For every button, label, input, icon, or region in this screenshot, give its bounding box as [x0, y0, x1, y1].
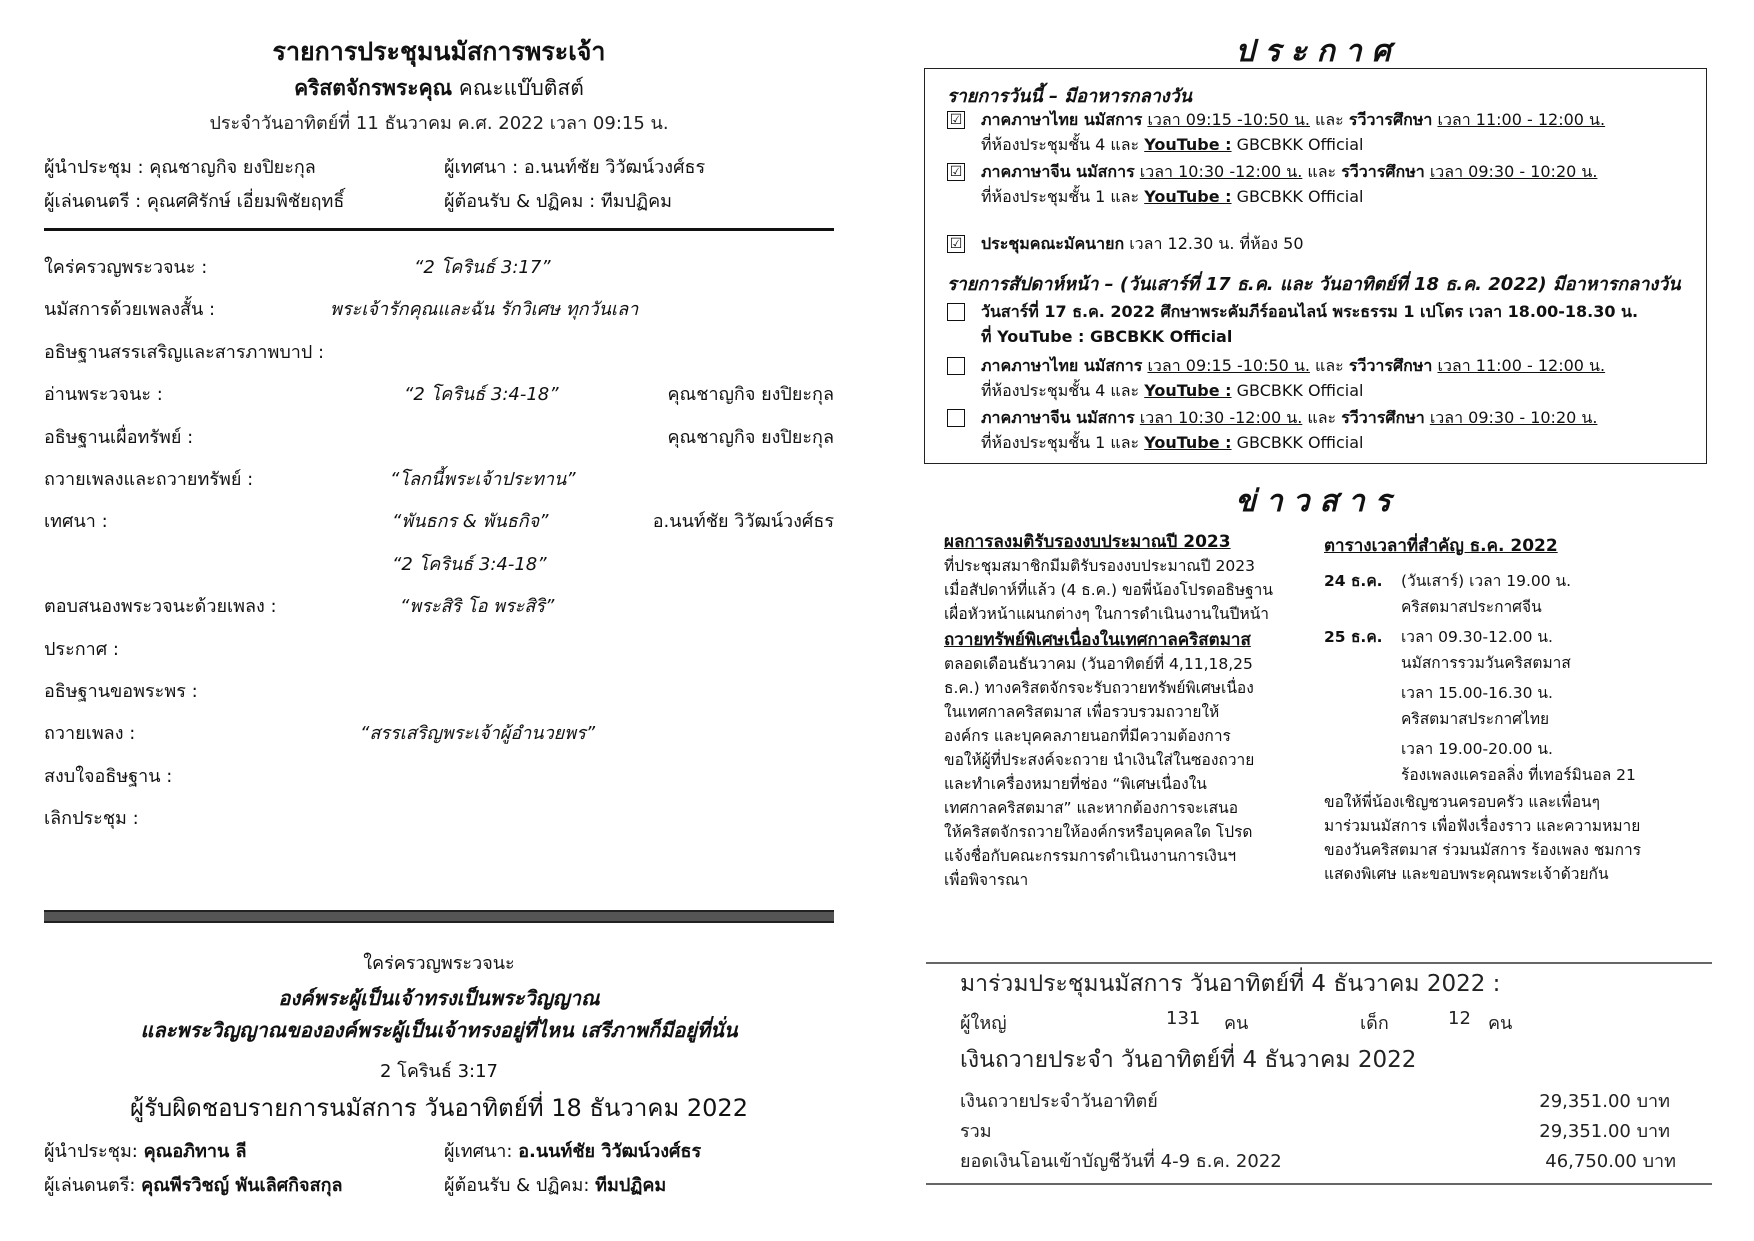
order-row: [44, 549, 834, 579]
deacon-meeting: [981, 231, 1701, 256]
order-row: [44, 803, 834, 833]
youtube-channel: GBCBKK Official: [1231, 135, 1364, 154]
thick-divider: [44, 910, 834, 923]
budget-heading: ผลการลงมติรับรองงบประมาณปี 2023: [944, 532, 1231, 552]
budget-line: ที่ประชุมสมาชิกมีมติรับรองงบประมาณปี 2023: [944, 557, 1256, 575]
next-preacher: [444, 1136, 701, 1165]
schedule-list: [1324, 568, 1704, 788]
leader: ผู้นำประชุม : คุณชาญกิจ ยงปิยะกุล: [44, 157, 316, 178]
service-and: และ: [1309, 356, 1349, 375]
next-usher-label: ผู้ต้อนรับ & ปฏิคม:: [444, 1175, 596, 1196]
call-verse-1: องค์พระผู้เป็นเจ้าทรงเป็นพระวิญญาณ: [278, 986, 600, 1010]
announce-title: ประกาศ: [1235, 34, 1401, 69]
schedule-text: นมัสการรวมวันคริสตมาส: [1401, 654, 1571, 672]
checkbox-empty: [947, 409, 965, 427]
youtube-channel: GBCBKK Official: [1231, 433, 1364, 452]
offering-amount: 46,750.00 บาท: [1545, 1151, 1676, 1172]
order-person: อ.นนท์ชัย วิวัฒน์วงศ์ธร: [652, 511, 834, 533]
order-label: ถวายเพลงและถวายทรัพย์ :: [44, 469, 254, 490]
sunday-school: รวีวารศึกษา: [1341, 408, 1425, 427]
news-title: ข่าวสาร: [1235, 484, 1401, 519]
order-person: คุณชาญกิจ ยงปิยะกุล: [667, 426, 834, 448]
youtube-label: YouTube :: [1144, 433, 1232, 452]
stats-top-rule: [926, 962, 1712, 964]
order-title: “สรรเสริญพระเจ้าผู้อำนวยพร”: [360, 723, 596, 745]
order-row: [44, 761, 834, 791]
child-label: เด็ก: [1360, 1013, 1389, 1034]
order-label: เลิกประชุม :: [44, 808, 139, 830]
invite-line: ของวันคริสตมาส ร่วมนมัสการ ร้องเพลง ชมการ: [1324, 841, 1642, 859]
next-usher: [444, 1170, 666, 1199]
service-name: ภาคภาษาไทย นมัสการ: [981, 356, 1143, 375]
order-title: “โลกนี้พระเจ้าประทาน”: [390, 469, 576, 490]
service-item: [981, 159, 1701, 209]
sunday-school-time: เวลา 11:00 - 12:00 น.: [1437, 110, 1606, 129]
next-musician: [44, 1170, 343, 1199]
offering-line: ตลอดเดือนธันวาคม (วันอาทิตย์ที่ 4,11,18,25: [944, 655, 1253, 673]
budget-text: [944, 554, 1304, 626]
order-row: [44, 464, 834, 494]
schedule-text: เวลา 15.00-16.30 น.: [1401, 684, 1553, 702]
checkbox-empty: [947, 303, 965, 321]
news-left-column: [944, 530, 1304, 892]
offering-line: และทำเครื่องหมายที่ช่อง “พิเศษเนื่องใน: [944, 775, 1207, 793]
invite-line: มาร่วมนมัสการ เพื่อฟังเรื่องราว และความหมาย: [1324, 817, 1641, 835]
attendance-title: มาร่วมประชุมนมัสการ วันอาทิตย์ที่ 4 ธันวาคม 2022 :: [960, 971, 1501, 997]
room: ที่ห้องประชุมชั้น 1 และ: [981, 433, 1145, 452]
youtube-label: YouTube :: [1144, 135, 1232, 154]
sunday-school-time: เวลา 09:30 - 10:20 น.: [1429, 408, 1598, 427]
call-label: ใคร่ครวญพระวจนะ: [363, 953, 515, 974]
next-preacher-name: อ.นนท์ชัย วิวัฒน์วงศ์ธร: [518, 1141, 702, 1162]
preacher: ผู้เทศนา : อ.นนท์ชัย วิวัฒน์วงศ์ธร: [444, 157, 706, 178]
checkbox-checked: ☑: [947, 163, 965, 181]
order-title: “2 โครินธ์ 3:4-18”: [404, 384, 559, 406]
church-name-bold: คริสตจักรพระคุณ: [294, 76, 453, 100]
bible-study-online: [981, 299, 1701, 349]
usher: ผู้ต้อนรับ & ปฏิคม : ทีมปฏิคม: [444, 191, 672, 212]
deacon-meeting-detail: เวลา 12.30 น. ที่ห้อง 50: [1124, 234, 1304, 253]
budget-line: เมื่อสัปดาห์ที่แล้ว (4 ธ.ค.) ขอพี่น้องโปรดอธิษฐาน: [944, 581, 1273, 599]
order-row: [44, 634, 834, 664]
order-row: [44, 506, 834, 536]
schedule-text: เวลา 19.00-20.00 น.: [1401, 740, 1553, 758]
church-name: [44, 72, 834, 105]
bible-study-line-1: วันสาร์ที่ 17 ธ.ค. 2022 ศึกษาพระคัมภีร์ออนไลน์ พระธรรม 1 เปโตร เวลา 18.00-18.30 น.: [981, 302, 1639, 321]
checkbox-empty: [947, 357, 965, 375]
checkbox-checked: ☑: [947, 235, 965, 253]
news-right-column: [1324, 532, 1704, 952]
service-item: [981, 107, 1701, 157]
schedule-text: คริสตมาสประกาศไทย: [1401, 710, 1550, 728]
order-label: ประกาศ :: [44, 638, 119, 660]
schedule-day: 24 ธ.ค.: [1324, 572, 1383, 590]
order-row: [44, 252, 834, 282]
next-preacher-label: ผู้เทศนา:: [444, 1141, 519, 1162]
adult-unit: คน: [1224, 1013, 1249, 1034]
order-title: พระเจ้ารักคุณและฉัน รักวิเศษ ทุกวันเลา: [330, 299, 639, 321]
schedule-heading: ตารางเวลาที่สำคัญ ธ.ค. 2022: [1324, 536, 1558, 556]
next-leader: [44, 1136, 247, 1165]
order-label: เทศนา :: [44, 511, 108, 533]
order-row: [44, 379, 834, 409]
order-title: “พระสิริ โอ พระสิริ”: [400, 596, 555, 618]
sunday-school: รวีวารศึกษา: [1348, 110, 1433, 129]
next-musician-label: ผู้เล่นดนตรี:: [44, 1175, 142, 1196]
divider: [44, 228, 834, 231]
offering-amount: 29,351.00 บาท: [1539, 1121, 1670, 1142]
room: ที่ห้องประชุมชั้น 1 และ: [981, 187, 1145, 206]
order-label: สงบใจอธิษฐาน :: [44, 765, 173, 787]
offering-line: องค์กร และบุคคลภายนอกที่มีความต้องการ: [944, 727, 1231, 745]
schedule-text: เวลา 09.30-12.00 น.: [1401, 628, 1553, 646]
order-label: อธิษฐานขอพระพร :: [44, 681, 198, 702]
schedule-text: (วันเสาร์) เวลา 19.00 น.: [1401, 572, 1572, 590]
service-item: [981, 353, 1701, 403]
offering-line: เพื่อพิจารณา: [944, 871, 1029, 889]
service-time: เวลา 09:15 -10:50 น.: [1147, 110, 1310, 129]
order-title: “พันธกร & พันธกิจ”: [392, 511, 549, 533]
call-verse-2: และพระวิญญาณขององค์พระผู้เป็นเจ้าทรงอยู่ที่ไหน เสรีภาพก็มีอยู่ที่นั่น: [140, 1018, 738, 1042]
room: ที่ห้องประชุมชั้น 4 และ: [981, 135, 1145, 154]
service-name: ภาคภาษาไทย นมัสการ: [981, 110, 1143, 129]
invite-text: [1324, 790, 1704, 886]
musician: ผู้เล่นดนตรี : คุณศศิรักษ์ เอี่ยมพิชัยฤทธิ์: [44, 191, 345, 212]
today-header: รายการวันนี้ – มีอาหารกลางวัน: [947, 86, 1192, 107]
schedule-text: คริสตมาสประกาศจีน: [1401, 598, 1542, 616]
sunday-school-time: เวลา 11:00 - 12:00 น.: [1437, 356, 1606, 375]
youtube-label: YouTube :: [1144, 187, 1232, 206]
offering-line: ธ.ค.) ทางคริสตจักรจะรับถวายทรัพย์พิเศษเนื่อง: [944, 679, 1254, 697]
adult-label: ผู้ใหญ่: [960, 1013, 1007, 1034]
offering-line: ในเทศกาลคริสตมาส เพื่อรวบรวมถวายให้: [944, 703, 1220, 721]
service-time: เวลา 10:30 -12:00 น.: [1139, 162, 1303, 181]
order-label: อธิษฐานเผื่อทรัพย์ :: [44, 426, 194, 448]
offering-line: แจ้งชื่อกับคณะกรรมการดำเนินงานการเงินฯ: [944, 847, 1237, 865]
order-row: [44, 718, 834, 748]
order-row: [44, 337, 834, 367]
sunday-school-time: เวลา 09:30 - 10:20 น.: [1429, 162, 1598, 181]
service-item: [981, 405, 1701, 455]
youtube-channel: GBCBKK Official: [1231, 381, 1364, 400]
offering-label: เงินถวายประจำวันอาทิตย์: [960, 1091, 1158, 1112]
offering-line: เทศกาลคริสตมาส” และหากต้องการจะเสนอ: [944, 799, 1239, 817]
order-row: [44, 591, 834, 621]
service-time: เวลา 10:30 -12:00 น.: [1139, 408, 1303, 427]
stats-bottom-rule: [926, 1183, 1712, 1185]
order-label: อ่านพระวจนะ :: [44, 384, 163, 406]
order-label: ถวายเพลง :: [44, 723, 136, 745]
schedule-day: 25 ธ.ค.: [1324, 628, 1383, 646]
offering-label: ยอดเงินโอนเข้าบัญชีวันที่ 4-9 ธ.ค. 2022: [960, 1151, 1282, 1172]
next-header: รายการสัปดาห์หน้า – (วันเสาร์ที่ 17 ธ.ค. และ วันอาทิตย์ที่ 18 ธ.ค. 2022) มีอาหารกลางวัน: [947, 274, 1681, 295]
youtube-channel: GBCBKK Official: [1231, 187, 1364, 206]
service-and: และ: [1309, 110, 1349, 129]
room: ที่ห้องประชุมชั้น 4 และ: [981, 381, 1145, 400]
page-title: รายการประชุมนมัสการพระเจ้า: [272, 37, 606, 66]
next-leader-name: คุณอภิทาน ลี: [143, 1141, 247, 1162]
order-label: นมัสการด้วยเพลงสั้น :: [44, 299, 216, 321]
announce-box: [924, 68, 1707, 464]
offering-text: [944, 652, 1304, 892]
order-label: ตอบสนองพระวจนะด้วยเพลง :: [44, 596, 277, 618]
next-week-title: ผู้รับผิดชอบรายการนมัสการ วันอาทิตย์ที่ 18 ธันวาคม 2022: [130, 1094, 748, 1122]
service-and: และ: [1302, 162, 1342, 181]
order-person: คุณชาญกิจ ยงปิยะกุล: [667, 384, 834, 406]
sunday-school: รวีวารศึกษา: [1348, 356, 1433, 375]
service-date: ประจำวันอาทิตย์ที่ 11 ธันวาคม ค.ศ. 2022 เวลา 09:15 น.: [209, 113, 669, 134]
invite-line: แสดงพิเศษ และขอบพระคุณพระเจ้าด้วยกัน: [1324, 865, 1609, 883]
offering-title: เงินถวายประจำ วันอาทิตย์ที่ 4 ธันวาคม 2022: [960, 1047, 1417, 1073]
schedule-text: ร้องเพลงแครอลลิ่ง ที่เทอร์มินอล 21: [1401, 766, 1636, 784]
adult-count: 131: [1166, 1008, 1201, 1029]
service-and: และ: [1302, 408, 1342, 427]
offering-heading: ถวายทรัพย์พิเศษเนื่องในเทศกาลคริสตมาส: [944, 630, 1251, 650]
budget-line: เผื่อหัวหน้าแผนกต่างๆ ในการดำเนินงานในปีหน้า: [944, 605, 1269, 623]
offering-label: รวม: [960, 1121, 992, 1142]
youtube-label: YouTube :: [1144, 381, 1232, 400]
order-title: “2 โครินธ์ 3:17”: [414, 257, 551, 278]
child-unit: คน: [1488, 1013, 1513, 1034]
service-time: เวลา 09:15 -10:50 น.: [1147, 356, 1310, 375]
order-row: [44, 676, 834, 706]
order-title: “2 โครินธ์ 3:4-18”: [392, 553, 547, 575]
next-musician-name: คุณพีรวิชญ์ พันเลิศกิจสกุล: [141, 1175, 343, 1196]
child-count: 12: [1448, 1008, 1471, 1029]
order-row: [44, 294, 834, 324]
offering-line: ให้คริสตจักรถวายให้องค์กรหรือบุคคลใด โปรด: [944, 823, 1253, 841]
announcements-page: [918, 28, 1718, 1218]
church-denomination: คณะแบ๊บติสต์: [452, 76, 584, 100]
order-row: [44, 422, 834, 452]
offering-line: ขอให้ผู้ที่ประสงค์จะถวาย นำเงินใส่ในซองถวาย: [944, 751, 1255, 769]
call-reference: 2 โครินธ์ 3:17: [380, 1061, 498, 1082]
service-name: ภาคภาษาจีน นมัสการ: [981, 408, 1135, 427]
bible-study-line-2: ที่ YouTube : GBCBKK Official: [981, 327, 1233, 346]
worship-order-page: [44, 28, 834, 1218]
offering-amount: 29,351.00 บาท: [1539, 1091, 1670, 1112]
checkbox-checked: ☑: [947, 111, 965, 129]
order-label: อธิษฐานสรรเสริญและสารภาพบาป :: [44, 341, 325, 363]
next-usher-name: ทีมปฏิคม: [595, 1175, 667, 1196]
deacon-meeting-title: ประชุมคณะมัคนายก: [981, 234, 1125, 253]
order-label: ใคร่ครวญพระวจนะ :: [44, 257, 208, 278]
invite-line: ขอให้พี่น้องเชิญชวนครอบครัว และเพื่อนๆ: [1324, 793, 1600, 811]
next-leader-label: ผู้นำประชุม:: [44, 1141, 144, 1162]
service-name: ภาคภาษาจีน นมัสการ: [981, 162, 1135, 181]
sunday-school: รวีวารศึกษา: [1341, 162, 1425, 181]
